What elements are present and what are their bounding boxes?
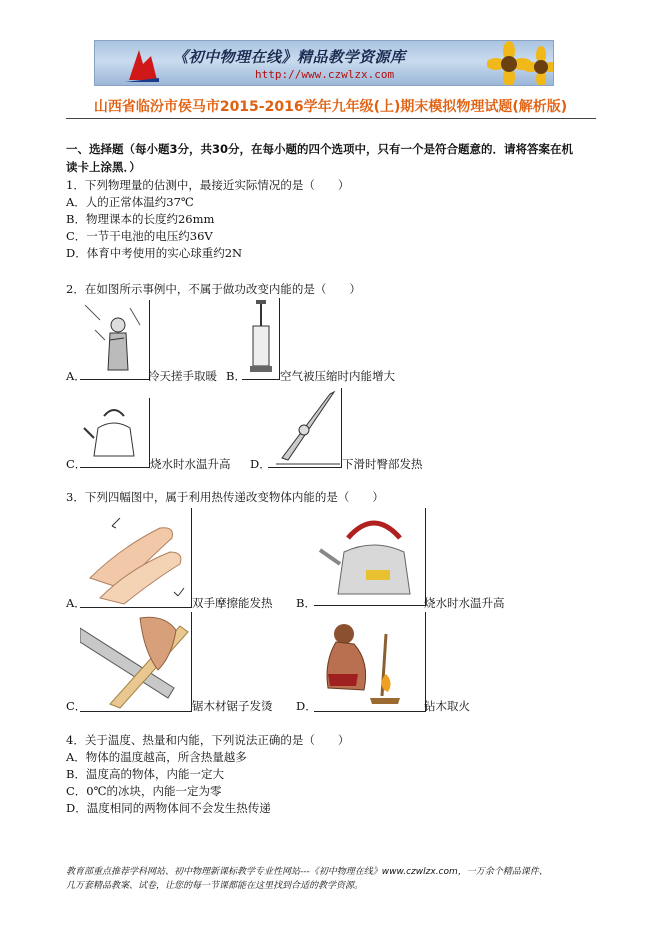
section-heading-line1: 一、选择题（每小题3分，共30分，在每小题的四个选项中，只有一个是符合题意的．请将答案在机 bbox=[66, 142, 573, 156]
hands-rubbing-icon bbox=[80, 508, 191, 607]
section-heading-line2: 读卡上涂黑．） bbox=[66, 160, 141, 174]
q2-option-b-letter: B． bbox=[226, 369, 246, 383]
person-rubbing-hands-icon bbox=[80, 300, 149, 379]
steel-kettle-icon bbox=[314, 508, 425, 605]
q1-option-c: C．一节干电池的电压约36V bbox=[66, 229, 213, 243]
q1-option-a: A．人的正常体温约37℃ bbox=[66, 195, 194, 209]
q3-option-b-caption: 烧水时水温升高 bbox=[424, 596, 505, 610]
site-logo-icon bbox=[123, 44, 163, 84]
q2-image-boiling-water bbox=[80, 398, 150, 468]
compression-cylinder-icon bbox=[242, 298, 279, 379]
document-title: 山西省临汾市侯马市2015-2016学年九年级(上)期末模拟物理试题(解析版) bbox=[93, 99, 568, 115]
q4-option-d: D．温度相同的两物体间不会发生热传递 bbox=[66, 801, 271, 815]
q2-option-a-caption: 冷天搓手取暖 bbox=[148, 369, 217, 383]
q3-option-a-caption: 双手摩擦能发热 bbox=[192, 596, 273, 610]
q3-option-a-letter: A． bbox=[66, 596, 86, 610]
q1-option-b: B．物理课本的长度约26mm bbox=[66, 212, 215, 226]
q2-option-d-caption: 下滑时臀部发热 bbox=[342, 457, 423, 471]
q2-option-d-letter: D． bbox=[250, 457, 271, 471]
question-4-stem: 4．关于温度、热量和内能，下列说法正确的是（ ） bbox=[66, 733, 350, 747]
q3-image-drilling-wood bbox=[314, 612, 426, 712]
kettle-icon bbox=[80, 398, 149, 467]
q3-image-rubbing-hands bbox=[80, 508, 192, 608]
q2-option-a-letter: A． bbox=[66, 369, 86, 383]
question-1-stem: 1．下列物理量的估测中，最接近实际情况的是（ ） bbox=[66, 178, 350, 192]
q3-option-d-letter: D． bbox=[296, 699, 317, 713]
banner-url[interactable]: http://www.czwlzx.com bbox=[255, 68, 395, 81]
footer-line1: 教育部重点推荐学科网站、初中物理新课标教学专业性网站---《初中物理在线》www.czwlzx.com，一万余个精品课件、 bbox=[66, 867, 548, 877]
question-3-stem: 3．下列四幅图中，属于利用热传递改变物体内能的是（ ） bbox=[66, 490, 384, 504]
q3-image-kettle bbox=[314, 508, 426, 606]
q2-option-b-caption: 空气被压缩时内能增大 bbox=[280, 369, 395, 383]
q4-option-c: C．0℃的冰块，内能一定为零 bbox=[66, 784, 222, 798]
q4-option-b: B．温度高的物体，内能一定大 bbox=[66, 767, 224, 781]
q2-option-c-letter: C． bbox=[66, 457, 87, 471]
banner-title: 《初中物理在线》精品教学资源库 bbox=[173, 48, 406, 66]
q3-option-c-letter: C． bbox=[66, 699, 87, 713]
q1-option-d: D．体育中考使用的实心球重约2N bbox=[66, 246, 243, 260]
header-banner bbox=[94, 40, 554, 86]
title-divider bbox=[66, 118, 596, 119]
q3-option-c-caption: 锯木材锯子发烫 bbox=[192, 699, 273, 713]
q4-option-a: A．物体的温度越高，所含热量越多 bbox=[66, 750, 247, 764]
q2-image-slide bbox=[268, 388, 342, 468]
q3-image-sawing bbox=[80, 612, 192, 712]
q3-option-d-caption: 钻木取火 bbox=[424, 699, 470, 713]
slide-icon bbox=[268, 388, 341, 467]
q3-option-b-letter: B． bbox=[296, 596, 316, 610]
q2-image-air-compression bbox=[242, 298, 280, 380]
q2-image-rubbing-hands-cold bbox=[80, 300, 150, 380]
drilling-fire-icon bbox=[314, 612, 425, 711]
q2-option-c-caption: 烧水时水温升高 bbox=[150, 457, 231, 471]
sunflower-icon bbox=[487, 41, 554, 86]
saw-icon bbox=[80, 612, 191, 711]
footer-line2: 几万套精品教案、试卷，让您的每一节课都能在这里找到合适的教学资源。 bbox=[66, 881, 364, 891]
question-2-stem: 2．在如图所示事例中，不属于做功改变内能的是（ ） bbox=[66, 282, 361, 296]
